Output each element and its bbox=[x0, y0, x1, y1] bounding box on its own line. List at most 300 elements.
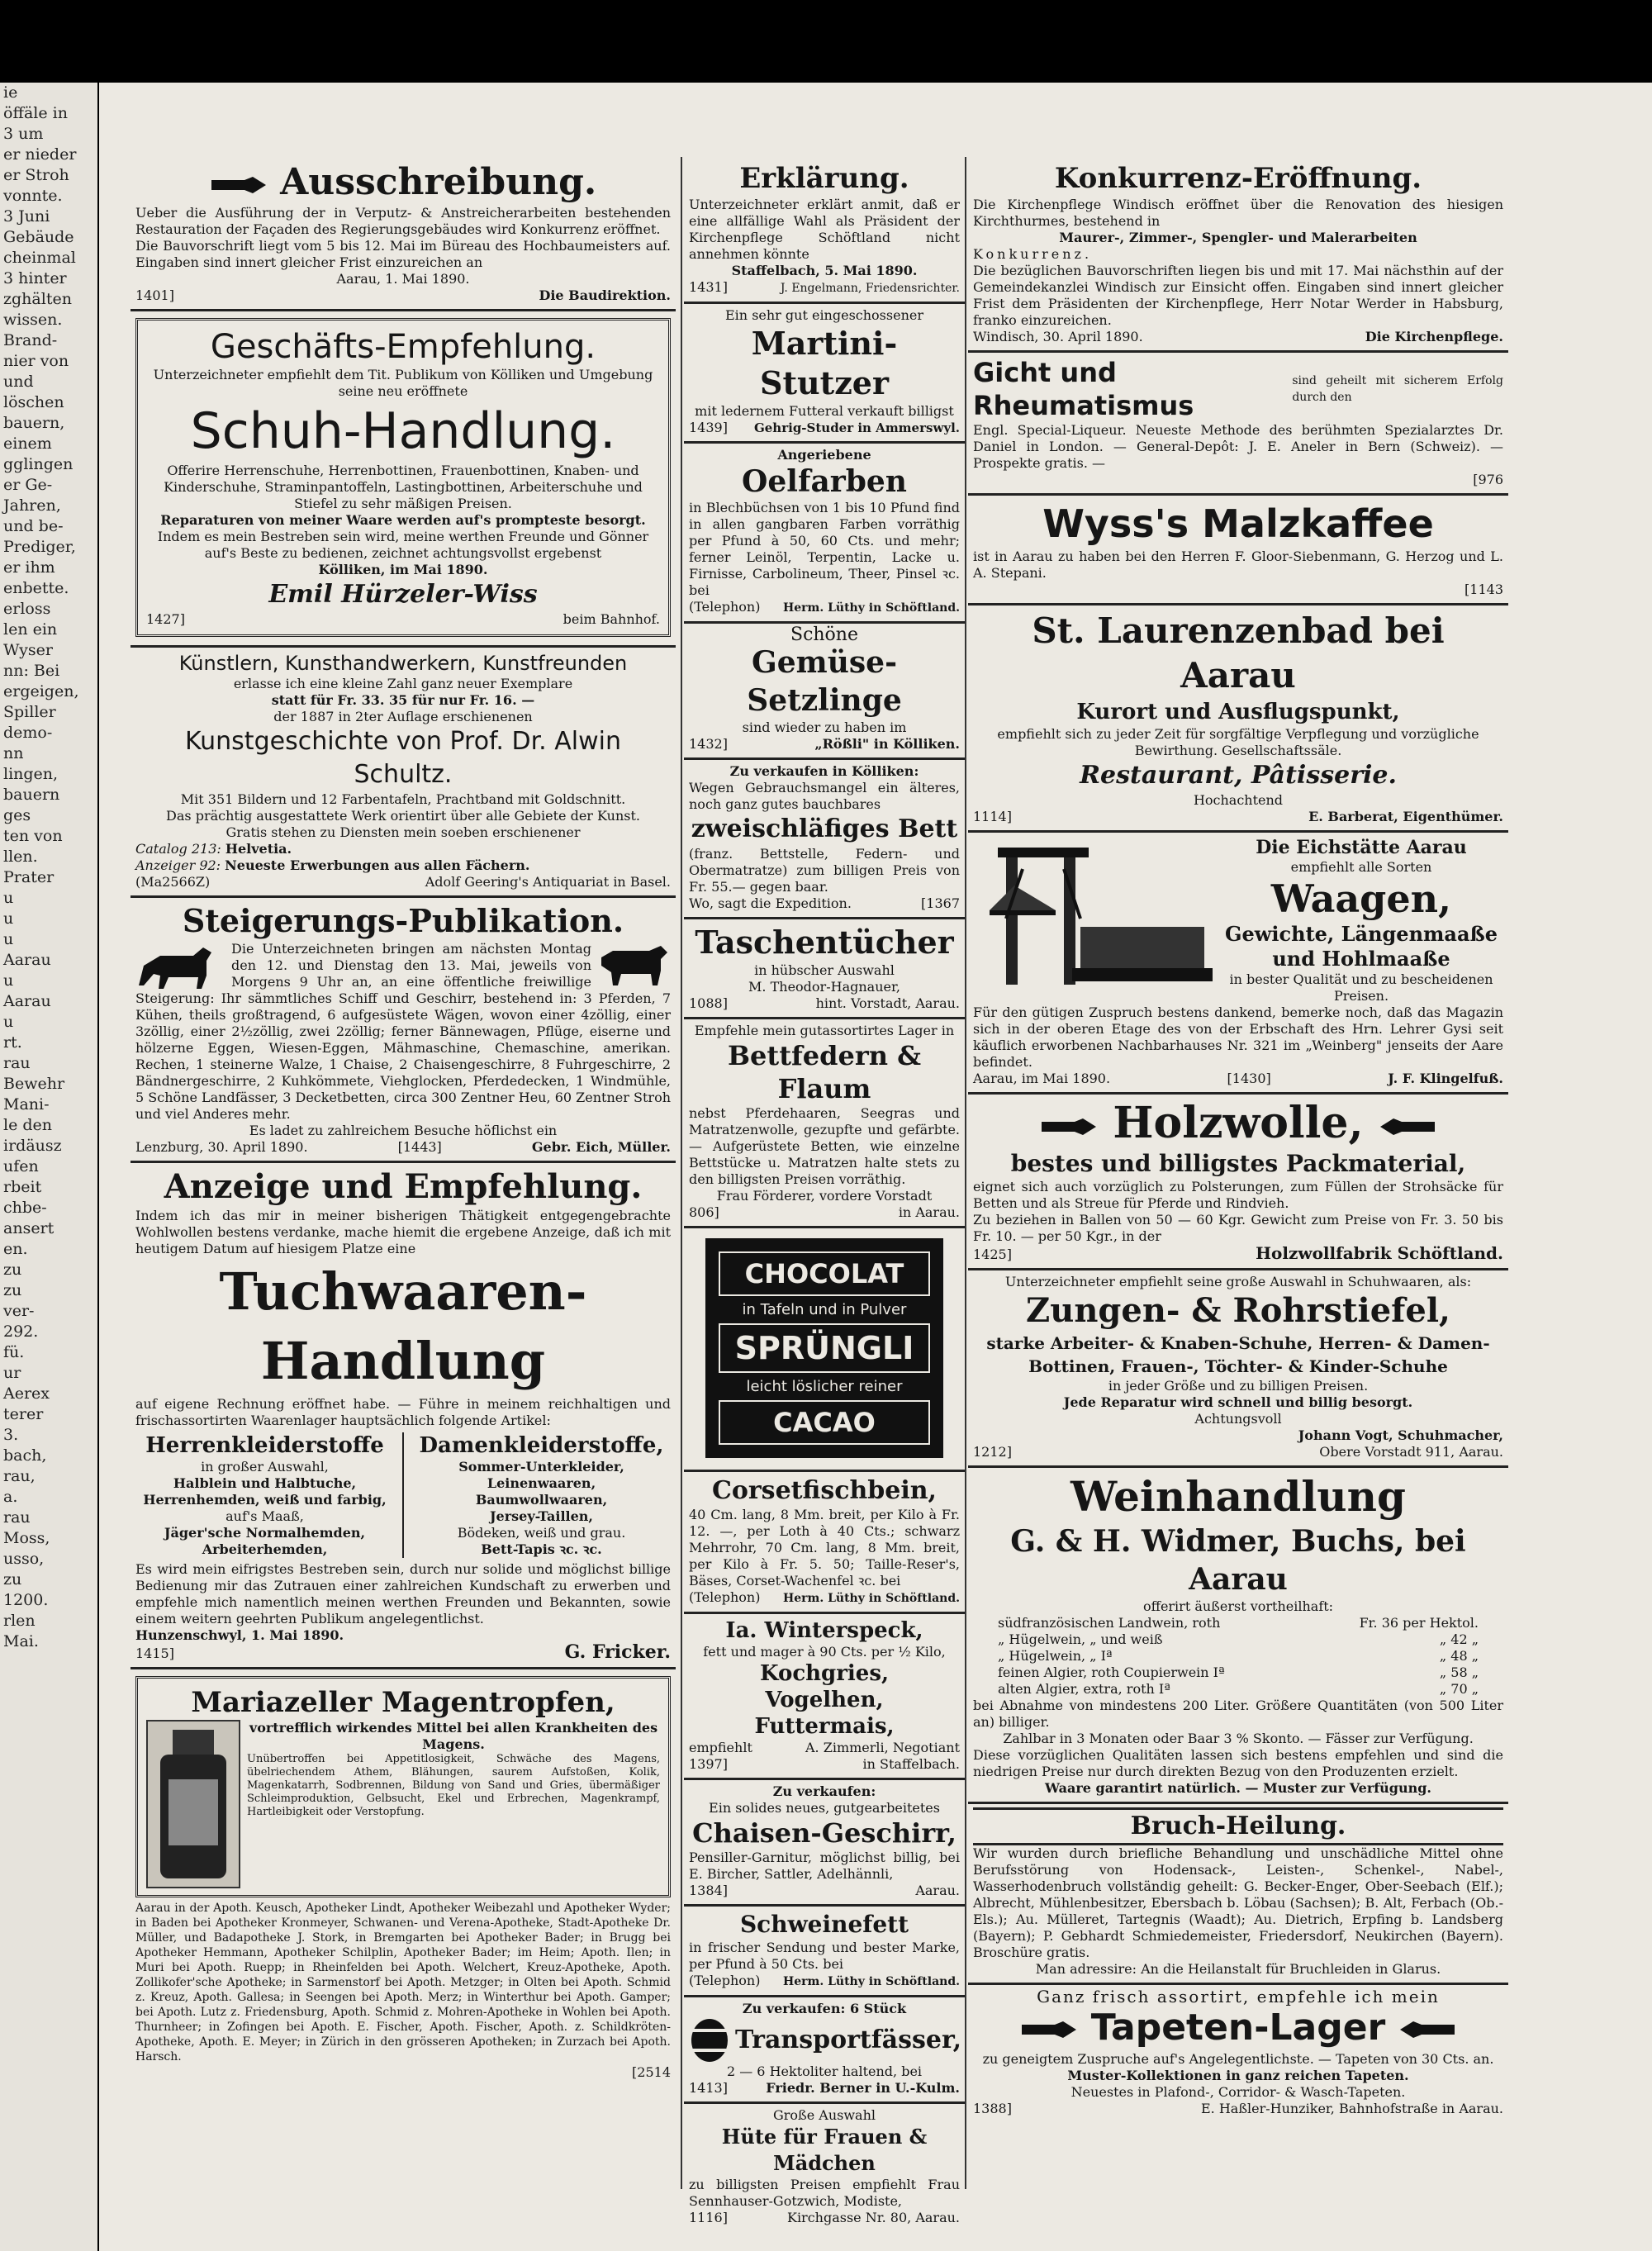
ad-signature: Adolf Geering's Antiquariat in Basel. bbox=[425, 874, 671, 890]
ad-signature: Herm. Lüthy in Schöftland. bbox=[783, 601, 960, 615]
strip-fragment: demo- bbox=[3, 724, 53, 742]
list-heading: Damenkleiderstoffe, bbox=[419, 1433, 664, 1458]
ad-place: Wo, sagt die Expedition. bbox=[689, 895, 852, 911]
ad-number: 1088] bbox=[689, 995, 728, 1011]
strip-fragment: Gebäude bbox=[3, 228, 74, 246]
ad-number: 1425] bbox=[973, 1247, 1012, 1262]
ad-number: [1143 bbox=[1464, 582, 1503, 597]
strip-fragment: Moss, bbox=[3, 1529, 50, 1547]
list-item: Arbeiterhemden, bbox=[202, 1541, 328, 1557]
ad-place: Aarau, 1. Mai 1890. bbox=[336, 271, 470, 287]
ad-text: empfiehlt alle Sorten bbox=[1290, 859, 1432, 875]
ad-gicht bbox=[968, 353, 1508, 496]
strip-fragment: bauern bbox=[3, 786, 60, 804]
strip-fragment: rbeit bbox=[3, 1178, 42, 1196]
ad-subtitle: Gewichte, Längenmaaße und Hohlmaaße bbox=[1224, 922, 1498, 971]
strip-fragment: ver- bbox=[3, 1302, 35, 1320]
ad-anzeige-empfehlung bbox=[131, 1163, 676, 1669]
list-item: Sommer-Unterkleider, bbox=[458, 1459, 624, 1475]
list-item: in großer Auswahl, bbox=[201, 1459, 329, 1475]
ad-title: Bettfedern & Flaum bbox=[728, 1040, 921, 1104]
strip-fragment: 1200. bbox=[3, 1591, 49, 1609]
strip-fragment: ufen bbox=[3, 1157, 39, 1175]
strip-fragment: Wyser bbox=[3, 641, 53, 659]
column-2 bbox=[684, 157, 965, 2231]
ad-number: [2514 bbox=[632, 2064, 671, 2080]
ad-title: Gemüse-Setzlinge bbox=[747, 645, 902, 718]
ad-title: Geschäfts-Empfehlung. bbox=[210, 328, 596, 366]
ad-text: Reparaturen von meiner Waare werden auf's prompteste besorgt. bbox=[160, 512, 646, 528]
strip-fragment: u bbox=[3, 909, 14, 928]
ad-title: Gicht und Rheumatismus bbox=[973, 357, 1194, 421]
horse-icon bbox=[135, 941, 226, 990]
ad-number: 1432] bbox=[689, 736, 728, 752]
ad-bruch-heilung bbox=[968, 1804, 1508, 1985]
strip-fragment: einem bbox=[3, 435, 52, 453]
ad-text: Für den gütigen Zuspruch bestens dankend, bemerke noch, daß das Magazin sich in der oberen Etage des von der Erbschaft des Hrn. Lehrer Gysi seit käuflich erworbenen Nachbarhauses Nr. 321 im „Weinberg" jenseits der Aare befindet. bbox=[973, 1004, 1503, 1070]
catalog-label: Catalog 213: bbox=[135, 841, 221, 857]
strip-fragment: 3 um bbox=[3, 125, 44, 143]
ad-text: Maurer-, Zimmer-, Spengler- und Malerarbeiten bbox=[1059, 230, 1417, 245]
strip-fragment: Prater bbox=[3, 868, 55, 886]
list-item: Halblein und Halbtuche, bbox=[173, 1475, 357, 1491]
ad-number: 1427] bbox=[146, 611, 185, 627]
ad-text: Ein sehr gut eingeschossener bbox=[725, 307, 923, 323]
ad-text: in jeder Größe und zu billigen Preisen. bbox=[1108, 1378, 1369, 1394]
strip-fragment: u bbox=[3, 971, 14, 990]
wine-price: Fr. 36 per Hektol. bbox=[1359, 1615, 1479, 1631]
ad-text: Die Unterzeichneten bringen am nächsten Montag den 12. und Dienstag den 13. Mai, jeweils von Morgens 9 Uhr an, an eine öffentliche freiwillige Steigerung: Ihr sämmtliches Schiff und Geschirr, bestehend in: 3 Pferden, 7 Kühen, theils großtragend, 6 aufgesüstete Wägen, wovon einer 4zöllig, einer 3zöllig, einer 2½zöllig, zwei 2zöllig; ferner Bännewagen, Pflüge, eiserne und hölzerne Eggen, Wiesen-Eggen, Mähmaschine, Chemaschine, amerikan. Rechen, 1 steinerne Walze, 1 Chaise, 2 Chaisengeschirre, 8 Fuhrgeschirre, 2 Bändnergeschirre, 2 Kuhkömmete, Viehglocken, Pferdedecken, 1 Windmühle, 5 Schöne Landfässer, 3 Decketbetten, circa 300 Zentner Heu, 60 Zentner Stroh und viel Anderes mehr. bbox=[135, 941, 671, 1122]
strip-fragment: nier von bbox=[3, 352, 69, 370]
ad-signature: Gebr. Eich, Müller. bbox=[531, 1139, 671, 1155]
scale-image bbox=[973, 836, 1213, 993]
ad-schweinefett bbox=[684, 1907, 965, 1997]
strip-fragment: usso, bbox=[3, 1550, 45, 1568]
column-1 bbox=[131, 157, 676, 2086]
ad-signature: Frau Förderer, vordere Vorstadt bbox=[716, 1188, 933, 1204]
ad-item: Futtermais, bbox=[754, 1714, 895, 1739]
ad-tel: (Telephon) bbox=[689, 1589, 761, 1605]
ad-title: Bruch-Heilung. bbox=[973, 1807, 1503, 1845]
strip-fragment: Brand- bbox=[3, 331, 58, 349]
ad-title: Wyss's Malzkaffee bbox=[1042, 501, 1434, 546]
ad-price: statt für Fr. 33. 35 für nur Fr. 16. — bbox=[271, 692, 535, 708]
ad-text: Die Eichstätte Aarau bbox=[1256, 837, 1467, 858]
list-item: Baumwollwaaren, bbox=[475, 1492, 608, 1508]
strip-fragment: enbette. bbox=[3, 579, 69, 597]
wine-row bbox=[998, 1665, 1479, 1681]
strip-fragment: rau bbox=[3, 1054, 31, 1072]
ad-place: Kölliken, im Mai 1890. bbox=[318, 562, 488, 577]
ad-bett bbox=[684, 760, 965, 919]
ad-text: Muster-Kollektionen in ganz reichen Tapeten. bbox=[1067, 2068, 1409, 2083]
ad-subtitle: bestes und billigstes Packmaterial, bbox=[1010, 1150, 1466, 1177]
strip-fragment: Spiller bbox=[3, 703, 56, 721]
ad-signature: in Aarau. bbox=[898, 1204, 960, 1220]
ad-place: Aarau, im Mai 1890. bbox=[973, 1071, 1111, 1086]
ad-text: Unterzeichneter empfiehlt dem Tit. Publikum von Kölliken und Umgebung seine neu eröffnete bbox=[153, 367, 653, 399]
ad-text: Künstlern, Kunsthandwerkern, Kunstfreunden bbox=[178, 652, 628, 675]
ad-text: Hochachtend bbox=[1193, 792, 1284, 808]
pointing-hand-icon bbox=[1040, 1117, 1098, 1137]
ad-text: der 1887 in 2ter Auflage erschienenen bbox=[273, 709, 533, 724]
list-item: Leinenwaaren, bbox=[487, 1475, 596, 1491]
catalog-value: Neueste Erwerbungen aus allen Fächern. bbox=[225, 857, 530, 873]
ad-number: [1367 bbox=[921, 895, 960, 911]
ad-number: [1443] bbox=[397, 1139, 442, 1155]
strip-fragment: und bbox=[3, 373, 34, 391]
ad-text: Empfehle mein gutassortirtes Lager in bbox=[694, 1023, 955, 1038]
ad-text: nebst Pferdehaaren, Seegras und Matratzenwolle, gezupfte und gefärbte. — Aufgerüstete Betten, wie einzelne Bettstücke u. Matratzen halte stets zu den billigsten Preisen vorräthig. bbox=[689, 1105, 960, 1187]
ad-tel: (Telephon) bbox=[689, 1973, 761, 1988]
ad-text: 2 — 6 Hektoliter haltend, bei bbox=[726, 2063, 923, 2079]
choc-line: CACAO bbox=[719, 1400, 930, 1445]
strip-fragment: 3. bbox=[3, 1426, 19, 1444]
catalog-value: Helvetia. bbox=[225, 841, 292, 857]
strip-fragment: ansert bbox=[3, 1219, 55, 1237]
ad-text: fett und mager à 90 Cts. per ½ Kilo, bbox=[703, 1644, 946, 1660]
ad-text: Wir wurden durch briefliche Behandlung und unschädliche Mittel ohne Berufsstörung von Hodensack-, Leisten-, Schenkel-, Nabel-, Wasserhodenbruch vollständig geheilt: G. Becker-Enger, Ober-Seebach (Elf.); Albrecht, Mühlenbesitzer, Ebersbach b. Löbau (Sachsen); B. Alt, Ferbach (Ob.-Els.); Au. Mülleret, Tartegnis (Waadt); Au. Dietrich, Erpfing b. Landsberg (Bayern); P. Gebhardt Schmiedemeister, Friedersdorf, Neukirchen (Bayern). Broschüre gratis. bbox=[973, 1845, 1503, 1960]
ad-signature: J. F. Klingelfuß. bbox=[1388, 1071, 1503, 1086]
choc-brand: SPRÜNGLI bbox=[719, 1323, 930, 1373]
ad-weinhandlung bbox=[968, 1468, 1508, 1804]
ad-title: Ia. Winterspeck, bbox=[725, 1618, 923, 1643]
wine-row bbox=[998, 1648, 1479, 1665]
ad-text: offerirt äußerst vortheilhaft: bbox=[1142, 1598, 1334, 1614]
strip-fragment: er nieder bbox=[3, 145, 77, 164]
list-item: Herrenhemden, weiß und farbig, bbox=[143, 1492, 387, 1508]
strip-fragment: 3 hinter bbox=[3, 269, 67, 287]
ad-tapeten bbox=[968, 1985, 1508, 2122]
ad-signature: Obere Vorstadt 911, Aarau. bbox=[1319, 1444, 1503, 1460]
ad-text: Das prächtig ausgestattete Werk orientirt über alle Gebiete der Kunst. bbox=[166, 808, 640, 824]
ad-text: Diese vorzüglichen Qualitäten lassen sich bestens empfehlen und sind die niedrigen Preise nur durch direkten Bezug von den Produzenten erzielt. bbox=[973, 1747, 1503, 1779]
ad-mariazeller bbox=[131, 1669, 676, 2086]
strip-fragment: le den bbox=[3, 1116, 53, 1134]
strip-fragment: llen. bbox=[3, 848, 38, 866]
strip-fragment: terer bbox=[3, 1405, 44, 1423]
strip-fragment: zghälten bbox=[3, 290, 72, 308]
strip-fragment: u bbox=[3, 1013, 14, 1031]
ad-signature: in Staffelbach. bbox=[862, 1756, 960, 1772]
ad-number: 1114] bbox=[973, 809, 1012, 824]
wine-name: südfranzösischen Landwein, roth bbox=[998, 1615, 1221, 1631]
ad-text: Zu beziehen in Ballen von 50 — 60 Kgr. Gewicht zum Preise von Fr. 3. 50 bis Fr. 10. — per 50 Kgr., in der bbox=[973, 1212, 1503, 1244]
wine-price: „ 70 „ bbox=[1439, 1681, 1479, 1697]
ad-text: Engl. Special-Liqueur. Neueste Methode des berühmten Spezialarztes Dr. Daniel in London. — General-Depôt: J. E. Aneler in Bern (Schweiz). — Prospekte gratis. — bbox=[973, 422, 1503, 471]
strip-fragment: vonnte. bbox=[3, 187, 63, 205]
ad-text: Ueber die Ausführung der in Verputz- & Anstreicherarbeiten bestehenden Restauration der Façaden des Regierungsgebäudes wird Konkurrenz eröffnet. bbox=[135, 205, 671, 237]
ad-wyss-malzkaffee bbox=[968, 496, 1508, 605]
pointing-hand-icon bbox=[210, 175, 268, 195]
ad-place: Staffelbach, 5. Mai 1890. bbox=[731, 263, 918, 278]
ad-subtitle: starke Arbeiter- & Knaben-Schuhe, Herren- & Damen-Bottinen, Frauen-, Töchter- & Kinder-Schuhe bbox=[986, 1333, 1490, 1376]
strip-fragment: u bbox=[3, 889, 14, 907]
ad-text: Pensiller-Garnitur, möglichst billig, bei E. Bircher, Sattler, Adelhännli, bbox=[689, 1850, 960, 1882]
strip-fragment: len ein bbox=[3, 620, 58, 639]
ad-martini bbox=[684, 304, 965, 444]
ad-number: 1413] bbox=[689, 2080, 728, 2096]
strip-fragment: rlen bbox=[3, 1612, 36, 1630]
ad-text: Achtungsvoll bbox=[1194, 1411, 1282, 1427]
ad-text: Zu verkaufen: bbox=[772, 1783, 876, 1799]
list-item: Jäger'sche Normalhemden, bbox=[164, 1525, 366, 1541]
strip-fragment: bauern, bbox=[3, 414, 65, 432]
strip-fragment: ten von bbox=[3, 827, 63, 845]
ad-text: in hübscher Auswahl bbox=[754, 962, 895, 978]
ad-chaisen bbox=[684, 1780, 965, 1907]
ad-text: Große Auswahl bbox=[772, 2107, 876, 2123]
ad-text: Wegen Gebrauchsmangel ein älteres, noch ganz gutes bauchbares bbox=[689, 780, 960, 812]
ad-title: Zungen- & Rohrstiefel, bbox=[1026, 1291, 1450, 1330]
ad-title: Transportfässer, bbox=[735, 2025, 962, 2054]
ad-oelfarben bbox=[684, 444, 965, 624]
ad-big-title: Schuh-Handlung. bbox=[190, 402, 616, 460]
ad-title: Schweinefett bbox=[739, 1911, 909, 1938]
ad-subtitle: vortrefflich wirkendes Mittel bei allen Krankheiten des Magens. bbox=[249, 1720, 658, 1752]
ad-signature: Gehrig-Studer in Ammerswyl. bbox=[753, 420, 960, 435]
strip-fragment: öffäle in bbox=[3, 104, 68, 122]
medicine-bottle-image bbox=[146, 1720, 240, 1888]
ad-title: Oelfarben bbox=[742, 464, 907, 499]
strip-fragment: erloss bbox=[3, 600, 51, 618]
strip-fragment: er Ge- bbox=[3, 476, 53, 494]
ad-text: Die bezüglichen Bauvorschriften liegen bis und mit 17. Mai nächsthin auf der Gemeindekanzlei Windisch zur Einsicht offen. Eingaben sind innert gleicher Frist dem Präsidenten der Kirchenpflege, Herr Notar Werder in Habsburg, franko einzureichen. bbox=[973, 263, 1503, 328]
strip-fragment: Aarau bbox=[3, 992, 51, 1010]
ad-huete bbox=[684, 2104, 965, 2231]
ad-big-title: Tuchwaaren-Handlung bbox=[219, 1261, 587, 1391]
ad-text: sind wieder zu haben im bbox=[742, 719, 907, 735]
ad-item: Kochgries, bbox=[759, 1661, 890, 1686]
ad-firm: G. & H. Widmer, Buchs, bei Aarau bbox=[1010, 1524, 1466, 1597]
strip-fragment: Aerex bbox=[3, 1384, 50, 1403]
ad-text: Unterzeichneter erklärt anmit, daß er eine allfällige Wahl als Präsident der Kirchenpflege Schöftland nicht annehmen könnte bbox=[689, 197, 960, 262]
choc-line: leicht löslicher reiner bbox=[746, 1378, 903, 1395]
ad-number: 1431] bbox=[689, 279, 728, 295]
ad-kunstgeschichte bbox=[131, 648, 676, 898]
ad-signature: Herm. Lüthy in Schöftland. bbox=[783, 1592, 960, 1605]
ad-text: Man adressire: An die Heilanstalt für Bruchleiden in Glarus. bbox=[1035, 1961, 1441, 1977]
strip-fragment: ur bbox=[3, 1364, 21, 1382]
strip-fragment: u bbox=[3, 930, 14, 948]
ad-text: Es wird mein eifrigstes Bestreben sein, durch nur solide und möglichst billige Bedienung mir das Zutrauen einer zahlreichen Kundschaft zu erwerben und empfehle mich namentlich meinen werthen Freunden und Bekannten, sowie einem weitern geehrten Publikum angelegentlichst. bbox=[135, 1561, 671, 1627]
strip-fragment: zu bbox=[3, 1261, 22, 1279]
ad-signature: G. Fricker. bbox=[564, 1641, 671, 1663]
ad-text: zu geneigtem Zuspruche auf's Angelegentlichste. — Tapeten von 30 Cts. an. bbox=[982, 2051, 1494, 2067]
strip-fragment: bach, bbox=[3, 1446, 47, 1465]
ad-title: Anzeige und Empfehlung. bbox=[164, 1167, 643, 1206]
ad-text: Indem es mein Bestreben sein wird, meine werthen Freunde und Gönner auf's Beste zu bedienen, zeichnet achtungsvollst ergebenst bbox=[157, 529, 649, 561]
strip-fragment: und be- bbox=[3, 517, 64, 535]
ad-text: Unterzeichneter empfiehlt seine große Auswahl in Schuhwaaren, als: bbox=[1004, 1274, 1472, 1289]
ad-title: St. Laurenzenbad bei Aarau bbox=[1032, 610, 1445, 696]
ad-text: 40 Cm. lang, 8 Mm. breit, per Kilo à Fr. 12. —, per Loth à 40 Cts.; schwarz Mehrrohr, 70 Cm. lang, 8 Mm. breit, per Kilo à Fr. 5. 50; Taille-Reser's, Bäses, Corset-Wachenfel ꝛc. bei bbox=[689, 1507, 960, 1589]
ad-text: Indem ich das mir in meiner bisherigen Thätigkeit entgegengebrachte Wohlwollen bestens verdanke, mache hiemit die ergebene Anzeige, daß ich mit heutigem Datum auf hiesigem Platze eine bbox=[135, 1208, 671, 1256]
ad-text: Zahlbar in 3 Monaten oder Baar 3 % Skonto. — Fässer zur Verfügung. bbox=[1003, 1731, 1474, 1746]
ad-corset bbox=[684, 1472, 965, 1614]
wine-name: alten Algier, extra, roth Iª bbox=[998, 1681, 1170, 1697]
ad-number: 1212] bbox=[973, 1444, 1012, 1460]
ad-text: zu billigsten Preisen empfiehlt Frau Sennhauser-Gotzwich, Modiste, bbox=[689, 2177, 960, 2209]
ad-ausschreibung bbox=[131, 157, 676, 311]
ad-text: in bester Qualität und zu bescheidenen Preisen. bbox=[1229, 971, 1493, 1004]
strip-fragment: rau bbox=[3, 1508, 31, 1527]
list-item: Bödeken, weiß und grau. bbox=[457, 1525, 626, 1541]
ad-title: Taschentücher bbox=[695, 924, 954, 961]
ad-title: Hüte für Frauen & Mädchen bbox=[721, 2125, 928, 2175]
ad-waagen bbox=[968, 833, 1508, 1095]
ad-signature: Emil Hürzeler-Wiss bbox=[268, 580, 538, 609]
ad-signature: M. Theodor-Hagnauer, bbox=[748, 979, 900, 995]
wine-name: „ Hügelwein, „ Iª bbox=[998, 1648, 1113, 1664]
ad-text: Die Bauvorschrift liegt vom 5 bis 12. Mai im Büreau des Hochbaumeisters auf. Eingaben sind innert gleicher Frist einzureichen an bbox=[135, 238, 671, 270]
ad-text: sind geheilt mit sicherem Erfolg durch den bbox=[1292, 374, 1503, 404]
ad-text: Ein solides neues, gutgearbeitetes bbox=[709, 1800, 940, 1816]
wine-row bbox=[998, 1631, 1479, 1648]
ad-text: erlasse ich eine kleine Zahl ganz neuer Exemplare bbox=[233, 676, 573, 691]
ad-signature: „Rößli" in Kölliken. bbox=[814, 736, 960, 752]
ad-text: Offerire Herrenschuhe, Herrenbottinen, Frauenbottinen, Knaben- und Kinderschuhe, Straminpantoffeln, Lastingbottinen, Arbeiterschuhe und Stiefel zu sehr mäßigen Preisen. bbox=[164, 463, 643, 511]
wine-price: „ 58 „ bbox=[1439, 1665, 1479, 1680]
ad-number: 1439] bbox=[689, 420, 728, 435]
strip-fragment: Mai. bbox=[3, 1632, 39, 1650]
wine-row bbox=[998, 1681, 1479, 1698]
ad-geschaefts-empfehlung bbox=[131, 311, 676, 648]
ad-text: Angeriebene bbox=[777, 447, 871, 463]
ad-zungen-rohrstiefel bbox=[968, 1270, 1508, 1468]
ad-winterspeck bbox=[684, 1614, 965, 1780]
ad-tel: (Telephon) bbox=[689, 599, 761, 615]
ad-title: Corsetfischbein, bbox=[711, 1476, 938, 1505]
strip-fragment: wissen. bbox=[3, 311, 63, 329]
choc-line: CHOCOLAT bbox=[719, 1251, 930, 1296]
ad-text: (franz. Bettstelle, Federn- und Obermatratze) zum billigen Preis von Fr. 55.— gegen baar. bbox=[689, 846, 960, 895]
ad-text: Jede Reparatur wird schnell und billig besorgt. bbox=[1063, 1394, 1413, 1410]
ad-signature: Die Baudirektion. bbox=[539, 287, 671, 303]
ad-place: Aarau. bbox=[915, 1883, 960, 1898]
ad-konkurrenz bbox=[968, 157, 1508, 353]
ad-text: Konkurrenz. bbox=[973, 246, 1093, 262]
strip-fragment: rau, bbox=[3, 1467, 36, 1485]
strip-fragment: ie bbox=[3, 83, 18, 102]
pointing-hand-icon bbox=[1379, 1117, 1436, 1137]
ad-item: Vogelhen, bbox=[765, 1688, 884, 1712]
ad-title: Mariazeller Magentropfen, bbox=[191, 1686, 615, 1719]
ad-gemuese bbox=[684, 624, 965, 760]
ad-text: in frischer Sendung und bester Marke, per Pfund à 50 Cts. bei bbox=[689, 1940, 960, 1972]
strip-fragment: fü. bbox=[3, 1343, 25, 1361]
strip-fragment: ges bbox=[3, 806, 31, 824]
ad-signature: Holzwollfabrik Schöftland. bbox=[1256, 1243, 1503, 1263]
ad-text: Gratis stehen zu Diensten mein soeben erschienener bbox=[225, 824, 581, 840]
ad-signature: Kirchgasse Nr. 80, Aarau. bbox=[786, 2210, 960, 2225]
column-rule bbox=[681, 157, 682, 2189]
strip-fragment: er Stroh bbox=[3, 166, 69, 184]
strip-fragment: Jahren, bbox=[3, 496, 61, 515]
strip-fragment: a. bbox=[3, 1488, 18, 1506]
ad-text: ist in Aarau zu haben bei den Herren F. Gloor-Siebenmann, G. Herzog und L. A. Stepani. bbox=[973, 549, 1503, 581]
left-torn-page-strip bbox=[0, 83, 97, 2251]
ad-taschentuecher bbox=[684, 919, 965, 1019]
barrel-icon bbox=[689, 2017, 730, 2063]
ad-number: [1430] bbox=[1227, 1071, 1271, 1086]
ad-number: 1401] bbox=[135, 287, 174, 303]
cow-icon bbox=[596, 941, 671, 990]
ad-number: 1415] bbox=[135, 1646, 174, 1661]
strip-fragment: rt. bbox=[3, 1033, 22, 1052]
ad-text: in Blechbüchsen von 1 bis 10 Pfund find in allen gangbaren Farben vorräthig per Pfund à 50, 60 Cts. und mehr; ferner Leinöl, Terpentin, Lacke u. Firnisse, Carbolineum, Theer, Pinsel ꝛc. bei bbox=[689, 500, 960, 598]
column-3 bbox=[968, 157, 1508, 2122]
ad-text: Neuestes in Plafond-, Corridor- & Wasch-Tapeten. bbox=[1070, 2084, 1406, 2100]
wine-name: feinen Algier, roth Coupierwein Iª bbox=[998, 1665, 1225, 1680]
ad-text: Schöne bbox=[790, 624, 858, 645]
ad-text: Unübertroffen bei Appetitlosigkeit, Schwäche des Magens, übelriechendem Athem, Blähungen, saurem Aufstoßen, Kolik, Magenkatarrh, Sodbrennen, Bildung von Sand und Gries, übermäßiger Schleimproduktion, Gelbsucht, Ekel und Erbrechen, Magenkrampf, Hartleibigkeit oder Verstopfung. bbox=[247, 1753, 660, 1818]
ad-signature: J. Engelmann, Friedensrichter. bbox=[780, 282, 960, 295]
strip-fragment: nn bbox=[3, 744, 24, 762]
ad-title: Holzwolle, bbox=[1113, 1098, 1364, 1148]
strip-fragment: Prediger, bbox=[3, 538, 76, 556]
ad-text: Es ladet zu zahlreichem Besuche höflichst ein bbox=[249, 1123, 558, 1138]
ad-text: auf eigene Rechnung eröffnet habe. — Führe in meinem reichhaltigen und frischassortirten Waarenlager hauptsächlich folgende Artikel: bbox=[135, 1396, 671, 1428]
wine-name: „ Hügelwein, „ und weiß bbox=[998, 1631, 1163, 1647]
strip-fragment: 3 Juni bbox=[3, 207, 50, 226]
strip-fragment: zu bbox=[3, 1570, 22, 1589]
wine-price: „ 42 „ bbox=[1439, 1631, 1479, 1647]
choc-line: in Tafeln und in Pulver bbox=[742, 1301, 907, 1318]
chocolat-box bbox=[705, 1238, 943, 1458]
ad-big-title: Restaurant, Pâtisserie. bbox=[1080, 761, 1397, 790]
ad-text: Mit 351 Bildern und 12 Farbentafeln, Prachtband mit Goldschnitt. bbox=[180, 791, 626, 807]
ad-title: Martini-Stutzer bbox=[751, 325, 898, 401]
strip-fragment: nn: Bei bbox=[3, 662, 60, 680]
ad-title: Weinhandlung bbox=[1070, 1472, 1406, 1521]
strip-fragment: zu bbox=[3, 1281, 22, 1299]
ad-text: Waare garantirt natürlich. — Muster zur Verfügung. bbox=[1045, 1780, 1431, 1796]
ad-text: empfiehlt sich zu jeder Zeit für sorgfältige Verpflegung und vorzügliche Bewirthung. Gesellschaftssäle. bbox=[997, 726, 1479, 758]
ad-number: 1388] bbox=[973, 2101, 1012, 2116]
wine-price: „ 48 „ bbox=[1439, 1648, 1479, 1664]
strip-fragment: Aarau bbox=[3, 951, 51, 969]
ad-place: Lenzburg, 30. April 1890. bbox=[135, 1139, 308, 1155]
ad-text: empfiehlt bbox=[689, 1740, 752, 1755]
ad-title: zweischläfiges Bett bbox=[691, 814, 958, 843]
strip-fragment: ergeigen, bbox=[3, 682, 79, 700]
ad-title: Ausschreibung. bbox=[280, 161, 597, 203]
ad-number: 806] bbox=[689, 1204, 719, 1220]
ad-text: bei Abnahme von mindestens 200 Liter. Größere Quantitäten (von 500 Liter an) billiger. bbox=[973, 1698, 1503, 1730]
ad-transportfaesser bbox=[684, 1997, 965, 2104]
ad-text: Aarau in der Apoth. Keusch, Apotheker Lindt, Apotheker Weibezahl und Apotheker Wyder; in Baden bei Apotheker Kronmeyer, Schwanen- und Verena-Apotheke, Stadt-Apotheke Dr. Müller, und Badapotheke J. Stork, in Bremgarten bei Apotheker Bader; in Brugg bei Apotheker Hemmann, Apotheker Schilplin, Apotheker Bader; im Heim; Apoth. Ilen; in Muri bei Apoth. Ruepp; in Rheinfelden bei Apoth. Welchert, Kreuz-Apotheke, Apoth. Zollikofer'sche Apotheke; in Sarmenstorf bei Apoth. Metzger; in Olten bei Apoth. Schmid z. Kreuz, Apoth. Gallesa; in Seengen bei Apoth. Merz; in Winterthur bei Apoth. Gamper; bei Apoth. Lutz z. Friedensburg, Apoth. Schmid z. Mohren-Apotheke in Wohlen bei Apoth. Thurnheer; in Zofingen bei Apoth. E. Fischer, Apoth. Fischer, Apoth. z. Schildkröten-Apotheke, Apoth. E. Meyer; in Zürich in den grösseren Apotheken; in Zurzach bei Apoth. Harsch. bbox=[135, 1902, 671, 2063]
ad-signature: A. Zimmerli, Negotiant bbox=[805, 1740, 960, 1755]
ad-holzwolle bbox=[968, 1095, 1508, 1270]
list-item: Jersey-Taillen, bbox=[489, 1508, 593, 1524]
list-item: auf's Maaß, bbox=[225, 1508, 304, 1524]
ad-text: Zu verkaufen: 6 Stück bbox=[742, 2001, 907, 2016]
strip-fragment: Bewehr bbox=[3, 1075, 65, 1093]
pointing-hand-icon bbox=[1020, 2020, 1078, 2040]
ad-number: (Ma2566Z) bbox=[135, 874, 211, 890]
ad-number: 1116] bbox=[689, 2210, 728, 2225]
ad-title: Steigerungs-Publikation. bbox=[182, 902, 624, 939]
ad-laurenzenbad bbox=[968, 605, 1508, 833]
ad-steigerung bbox=[131, 898, 676, 1163]
strip-fragment: 292. bbox=[3, 1323, 39, 1341]
ad-title: Erklärung. bbox=[739, 162, 909, 195]
ad-signature: E. Barberat, Eigenthümer. bbox=[1308, 809, 1503, 824]
column-rule bbox=[965, 157, 966, 2189]
strip-fragment: irdäusz bbox=[3, 1137, 62, 1155]
wine-row bbox=[998, 1615, 1479, 1631]
